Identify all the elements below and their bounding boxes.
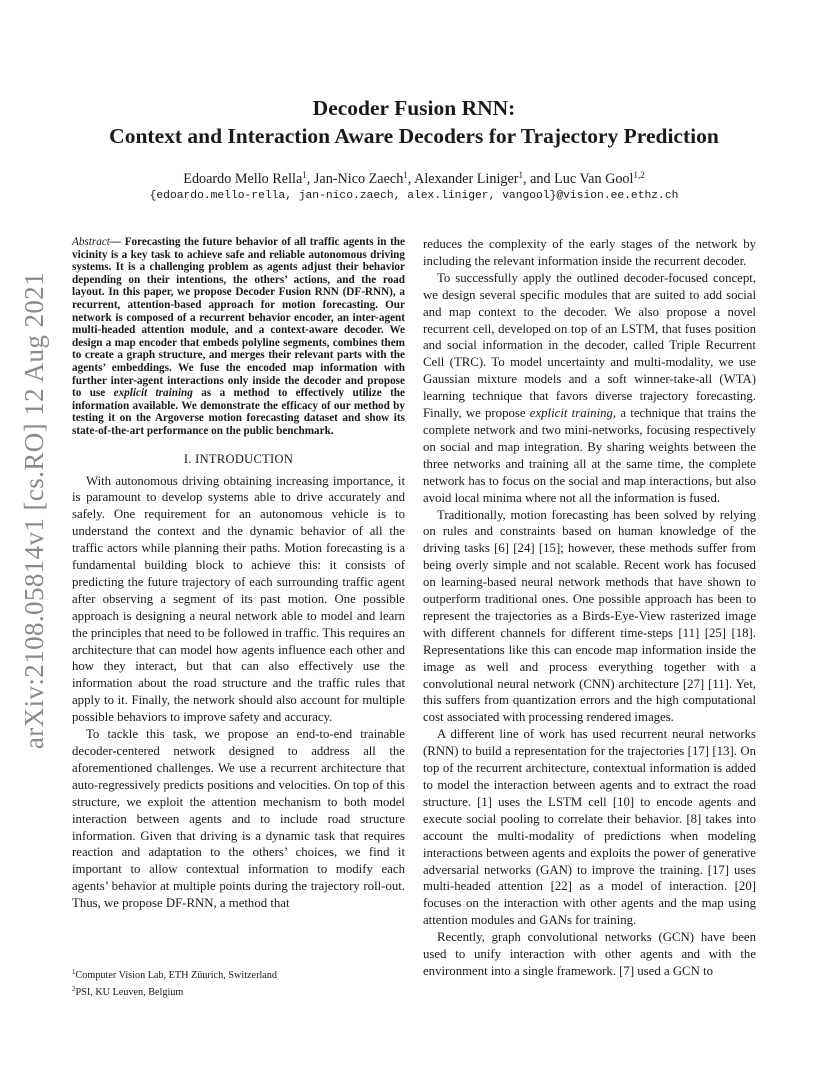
footnote-item xyxy=(72,966,405,983)
footnote-text: Computer Vision Lab, ETH Züurich, Switzerland xyxy=(75,970,277,981)
body-text-part: , a technique that trains the complete network and two mini-networks, focusing respectively on social and map integration. By sharing weights between the three networks and training all at the same time, the complete network has to focus on the social and map interactions, but also avoid local minima where not all the information is fused. xyxy=(423,406,756,505)
abstract-text-part-2: as a method to effectively utilize the information available. We demonstrate the efficacy of our method by testing it on the Argoverse motion forecasting dataset and show its state-of-the-art performance on the public benchmark. xyxy=(72,387,405,437)
author-affiliation-mark: 1,2 xyxy=(633,170,645,180)
left-column xyxy=(72,236,405,912)
abstract-emphasis: explicit training xyxy=(113,387,193,400)
author-affiliation-mark: 1 xyxy=(403,170,408,180)
paper-title-line-1: Decoder Fusion RNN: xyxy=(312,96,516,120)
author-name: Jan-Nico Zaech xyxy=(313,171,404,187)
footnote-mark: 1 xyxy=(72,968,76,976)
body-paragraph: With autonomous driving obtaining increasing importance, it is paramount to develop systems able to drive accurately and safely. One requirement for an autonomous vehicle is to understand the context and the dynamic behavior of all the traffic actors while planning their paths. Motion forecasting is a fundamental building block to achieve this: it consists of predicting the future trajectory of each surrounding traffic agent after observing a segment of its past motion. One possible approach is designing a neural network able to model and learn the principles that need to be followed in traffic. This requires an architecture that can model how agents influence each other and how they interact, but that can also effectively use the information about the road structure and the traffic rules that apply to it. Finally, the network should also account for multiple possible behaviors to improve safety and accuracy. xyxy=(72,473,405,725)
author-list: Edoardo Mello Rella$^1$, Jan-Nico Zaech$^1$, Alexander Liniger$^1$, and Luc Van Gool$^{1,2}$ xyxy=(183,170,645,187)
paper-title-line-2: Context and Interaction Aware Decoders for Trajectory Prediction xyxy=(109,124,719,148)
abstract-dash: — xyxy=(109,236,125,248)
footnotes xyxy=(72,966,405,999)
body-paragraph: Recently, graph convolutional networks (GCN) have been used to unify interaction with other agents and with the environment into a single framework. [7] used a GCN to xyxy=(423,930,756,978)
right-column xyxy=(423,236,756,980)
abstract-text-part-1: Forecasting the future behavior of all traffic agents in the vicinity is a key task to achieve safe and reliable autonomous driving systems. It is a challenging problem as agents adjust their behavior depending on their intentions, the others’ actions, and the road layout. In this paper, we propose Decoder Fusion RNN (DF-RNN), a recurrent, attention-based approach for motion forecasting. Our network is composed of a recurrent behavior encoder, an inter-agent multi-headed attention module, and a context-aware decoder. We design a map encoder that embeds polyline segments, combines them to create a graph structure, and merges their relevant parts with the agents’ embeddings. We fuse the encoded map information with further inter-agent interactions only inside the decoder and propose to use xyxy=(72,236,405,400)
body-paragraph: reduces the complexity of the early stages of the network by including the relevant information inside the recurrent decoder. xyxy=(423,237,756,268)
body-emphasis: explicit training xyxy=(529,406,613,421)
body-paragraph: A different line of work has used recurrent neural networks (RNN) to build a representation for the trajectories [17] [13]. On top of the recurrent architecture, contextual information is added to model the interaction between agents and to extract the road structure. [1] uses the LSTM cell [10] to encode agents and execute social pooling to correlate their behavior. [8] takes into account the multi-modality of predictions when modeling interactions between agents and exploits the power of generative adversarial networks (GAN) to improve the training. [17] uses multi-headed attention [22] as a model of interaction. [20] focuses on the interaction with other agents and the map using attention modules and GANs for training. xyxy=(423,727,756,928)
body-paragraph xyxy=(423,270,756,507)
author-name: and Luc Van Gool xyxy=(530,171,634,187)
footnote-item xyxy=(72,983,405,1000)
author-emails[interactable]: {edoardo.mello-rella, jan-nico.zaech, alex.liniger, vangool}@vision.ee.ethz.ch xyxy=(149,190,679,202)
arxiv-identifier-text[interactable]: arXiv:2108.05814v1 [cs.RO] 12 Aug 2021 xyxy=(19,271,50,749)
paper-title xyxy=(60,94,768,150)
body-paragraph: To tackle this task, we propose an end-to-end trainable decoder-centered network designed to address all the aforementioned challenges. We use a recurrent architecture that auto-regressively predicts positions and velocities. On top of this structure, we exploit the attention mechanism to both model interaction between agents and to include road structure information. Given that driving is a dynamic task that requires reaction and adaptation to the others’ choices, we find it important to allow contextual information to modify each agents’ behavior at multiple points during the trajectory roll-out. Thus, we propose DF-RNN, a method that xyxy=(72,727,405,911)
author-name: Alexander Liniger xyxy=(414,171,519,187)
footnote-mark: 2 xyxy=(72,984,76,993)
author-name: Edoardo Mello Rella xyxy=(183,171,303,187)
section-heading-introduction: I. INTRODUCTION xyxy=(183,451,294,466)
abstract-paragraph xyxy=(72,236,405,438)
body-paragraph: Traditionally, motion forecasting has been solved by relying on rules and constraints based on human knowledge of the driving tasks [6] [24] [15]; however, these methods suffer from being overly simple and not scalable. Recent work has focused on learning-based neural network methods that have shown to outperform traditional ones. One possible approach has been to represent the trajectories as a Birds-Eye-View rasterized image with different channels for different time-steps [11] [25] [18]. Representations like this can encode map information inside the image as well and process everything together with a convolutional neural network (CNN) architecture [27] [11]. Yet, this suffers from quantization errors and the high computational cost associated with processing rendered images. xyxy=(423,507,756,725)
author-affiliation-mark: 1 xyxy=(518,170,523,180)
footnote-text: PSI, KU Leuven, Belgium xyxy=(75,986,184,998)
abstract-label: Abstract xyxy=(72,236,110,248)
author-affiliation-mark: 1 xyxy=(302,170,307,180)
arxiv-identifier-stamp xyxy=(14,271,56,749)
body-text-part: To successfully apply the outlined decoder-focused concept, we design several specific modules that are suited to add social and map context to the decoder. We also propose a novel recurrent cell, developed on top of an LSTM, that fuses position and social information in the decoder, called Triple Recurrent Cell (TRC). To model uncertainty and multi-modality, we use Gaussian mixture models and a soft winner-take-all (WTA) learning technique that favors diverse trajectory forecasting. Finally, we propose xyxy=(423,270,756,421)
